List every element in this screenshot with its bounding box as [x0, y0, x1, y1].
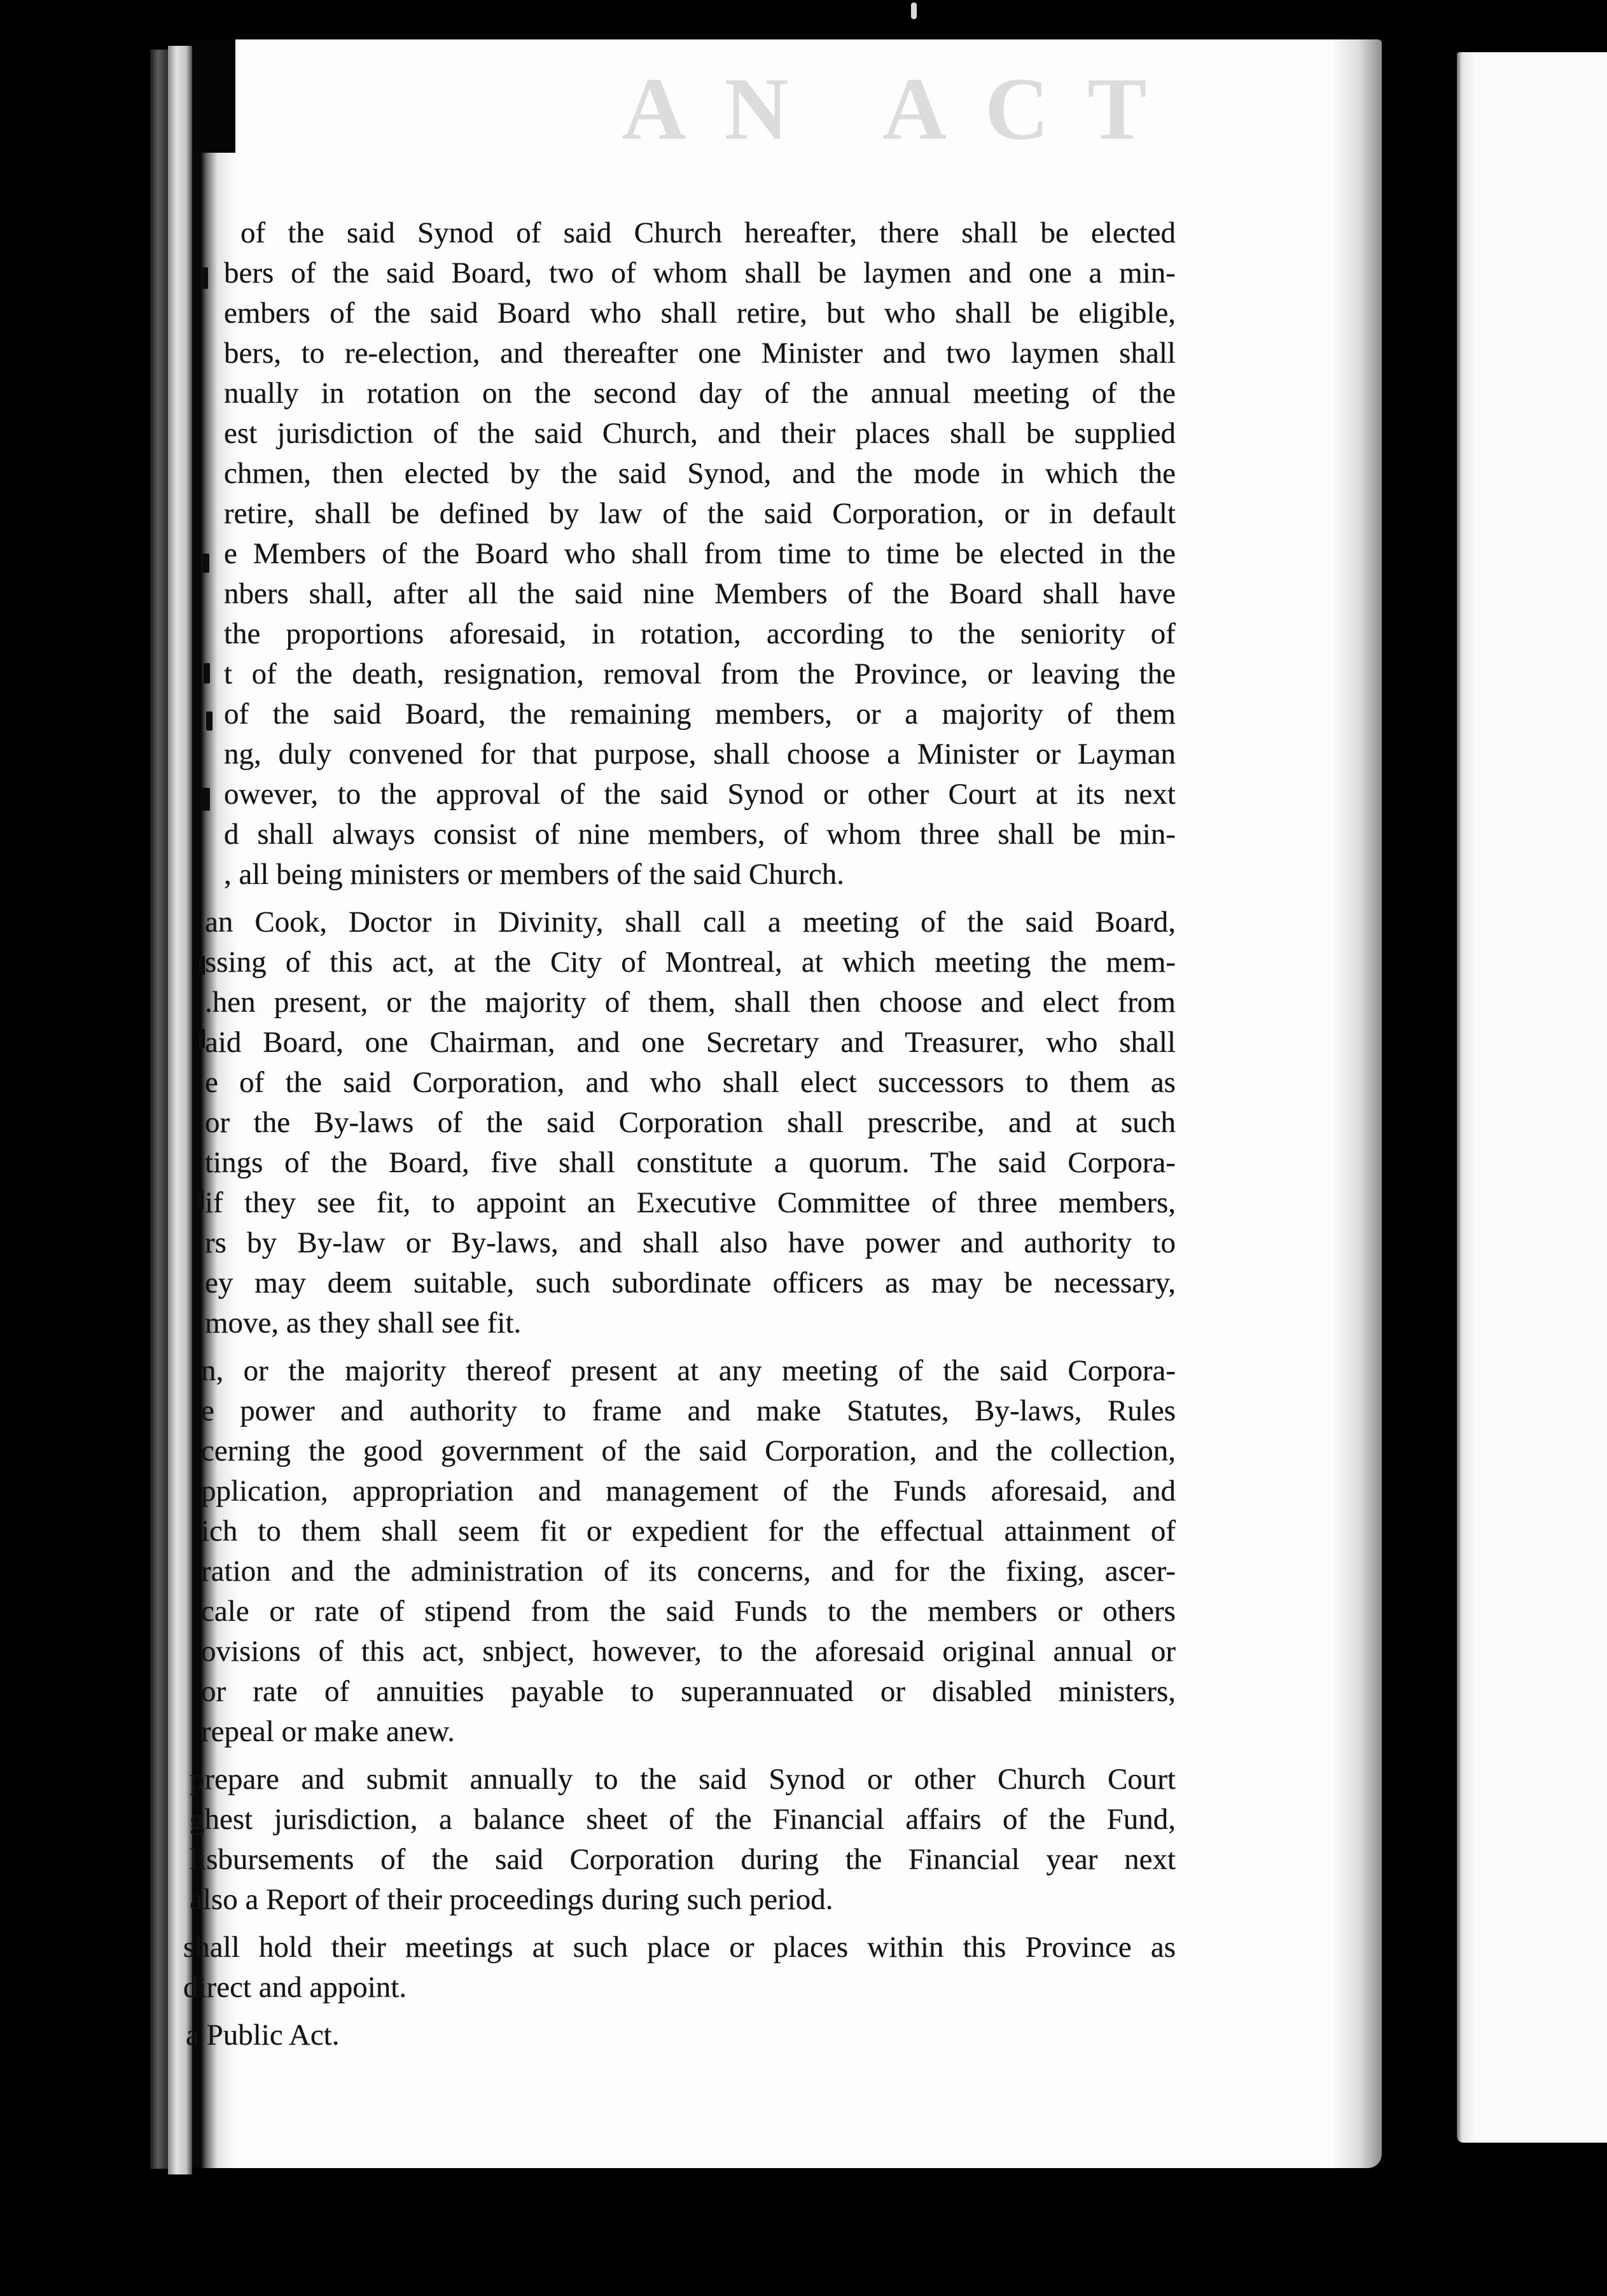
text-line: nually in rotation on the second day of the annual meeting of the	[224, 377, 1176, 410]
text-line: nbers shall, after all the said nine Members of the Board shall have	[224, 577, 1176, 610]
binding-shadow	[192, 39, 235, 153]
text-line: retire, shall be defined by law of the said Corporation, or in default	[224, 497, 1176, 530]
text-line: if they see fit, to appoint an Executive Committee of three members,	[205, 1186, 1176, 1219]
text-line: the proportions aforesaid, in rotation, according to the seniority of	[224, 617, 1176, 650]
gutter-mark	[201, 788, 210, 811]
text-line: also a Report of their proceedings during such period.	[190, 1883, 833, 1916]
text-line: embers of the said Board who shall retire, but who shall be eligible,	[224, 297, 1176, 330]
text-line: , all being ministers or members of the said Church.	[224, 858, 845, 891]
gutter-mark	[198, 956, 205, 975]
text-line: repeal or make anew.	[201, 1715, 455, 1748]
text-line: e of the said Corporation, and who shall elect successors to them as	[205, 1066, 1176, 1099]
text-line: chmen, then elected by the said Synod, and the mode in which the	[224, 457, 1176, 490]
text-line: t of the death, resignation, removal from the Province, or leaving the	[224, 657, 1176, 690]
facing-page-edge	[1457, 52, 1607, 2143]
act-heading: AN ACT	[622, 60, 1185, 158]
text-line: .hen present, or the majority of them, shall then choose and elect from	[205, 986, 1176, 1019]
text-line: e Members of the Board who shall from time to time be elected in the	[224, 537, 1176, 570]
text-line: ssing of this act, at the City of Montreal, at which meeting the mem-	[205, 946, 1176, 979]
text-line: e power and authority to frame and make Statutes, By-laws, Rules	[201, 1394, 1176, 1427]
text-line: ghest jurisdiction, a balance sheet of the Financial affairs of the Fund,	[190, 1803, 1176, 1836]
text-line: ovisions of this act, snbject, however, to the aforesaid original annual or	[201, 1635, 1176, 1668]
text-line: rs by By-law or By-laws, and shall also have power and authority to	[205, 1226, 1176, 1259]
text-line: prepare and submit annually to the said Synod or other Church Court	[190, 1763, 1176, 1796]
gutter-mark	[202, 554, 209, 573]
text-line: or rate of annuities payable to superannuated or disabled ministers,	[201, 1675, 1176, 1708]
text-line: ration and the administration of its concerns, and for the fixing, ascer-	[201, 1555, 1176, 1588]
text-line: of the said Synod of said Church hereafter, there shall be elected	[240, 216, 1176, 249]
text-line: d shall always consist of nine members, of whom three shall be min-	[224, 818, 1176, 851]
text-line: lisbursements of the said Corporation during the Financial year next	[190, 1843, 1176, 1876]
text-line: ng, duly convened for that purpose, shall choose a Minister or Layman	[224, 738, 1176, 771]
text-line: an Cook, Doctor in Divinity, shall call a meeting of the said Board,	[205, 906, 1176, 939]
text-line: n, or the majority thereof present at any meeting of the said Corpora-	[201, 1354, 1176, 1387]
text-line: move, as they shall see fit.	[205, 1306, 522, 1340]
text-line: direct and appoint.	[183, 1971, 407, 2004]
gutter-mark	[202, 267, 208, 289]
text-line: a Public Act.	[186, 2019, 340, 2052]
text-line: est jurisdiction of the said Church, and their places shall be supplied	[224, 417, 1176, 450]
text-line: or the By-laws of the said Corporation shall prescribe, and at such	[205, 1106, 1176, 1139]
film-speck	[911, 3, 917, 19]
gutter-mark	[206, 711, 212, 731]
gutter-mark	[197, 1190, 204, 1209]
text-line: bers, to re-election, and thereafter one Minister and two laymen shall	[224, 337, 1176, 370]
text-line: cale or rate of stipend from the said Funds to the members or others	[201, 1595, 1176, 1628]
gutter-mark	[198, 1029, 205, 1048]
text-line: shall hold their meetings at such place or places within this Province as	[183, 1931, 1176, 1964]
gutter-mark	[204, 663, 210, 683]
text-line: aid Board, one Chairman, and one Secretary and Treasurer, who shall	[205, 1026, 1176, 1059]
text-line: bers of the said Board, two of whom shall be laymen and one a min-	[224, 256, 1176, 290]
binding-leaf-edges	[150, 50, 168, 2169]
text-line: tings of the Board, five shall constitute a quorum. The said Corpora-	[205, 1146, 1176, 1179]
text-line: cerning the good government of the said Corporation, and the collection,	[201, 1434, 1176, 1467]
text-line: ich to them shall seem fit or expedient for the effectual attainment of	[201, 1515, 1176, 1548]
text-line: ey may deem suitable, such subordinate officers as may be necessary,	[205, 1266, 1176, 1299]
text-line: of the said Board, the remaining members, or a majority of them	[224, 697, 1176, 731]
text-line: pplication, appropriation and management of the Funds aforesaid, and	[201, 1474, 1176, 1508]
binding-leaf-strip	[168, 46, 192, 2174]
text-line: owever, to the approval of the said Synod or other Court at its next	[224, 778, 1176, 811]
